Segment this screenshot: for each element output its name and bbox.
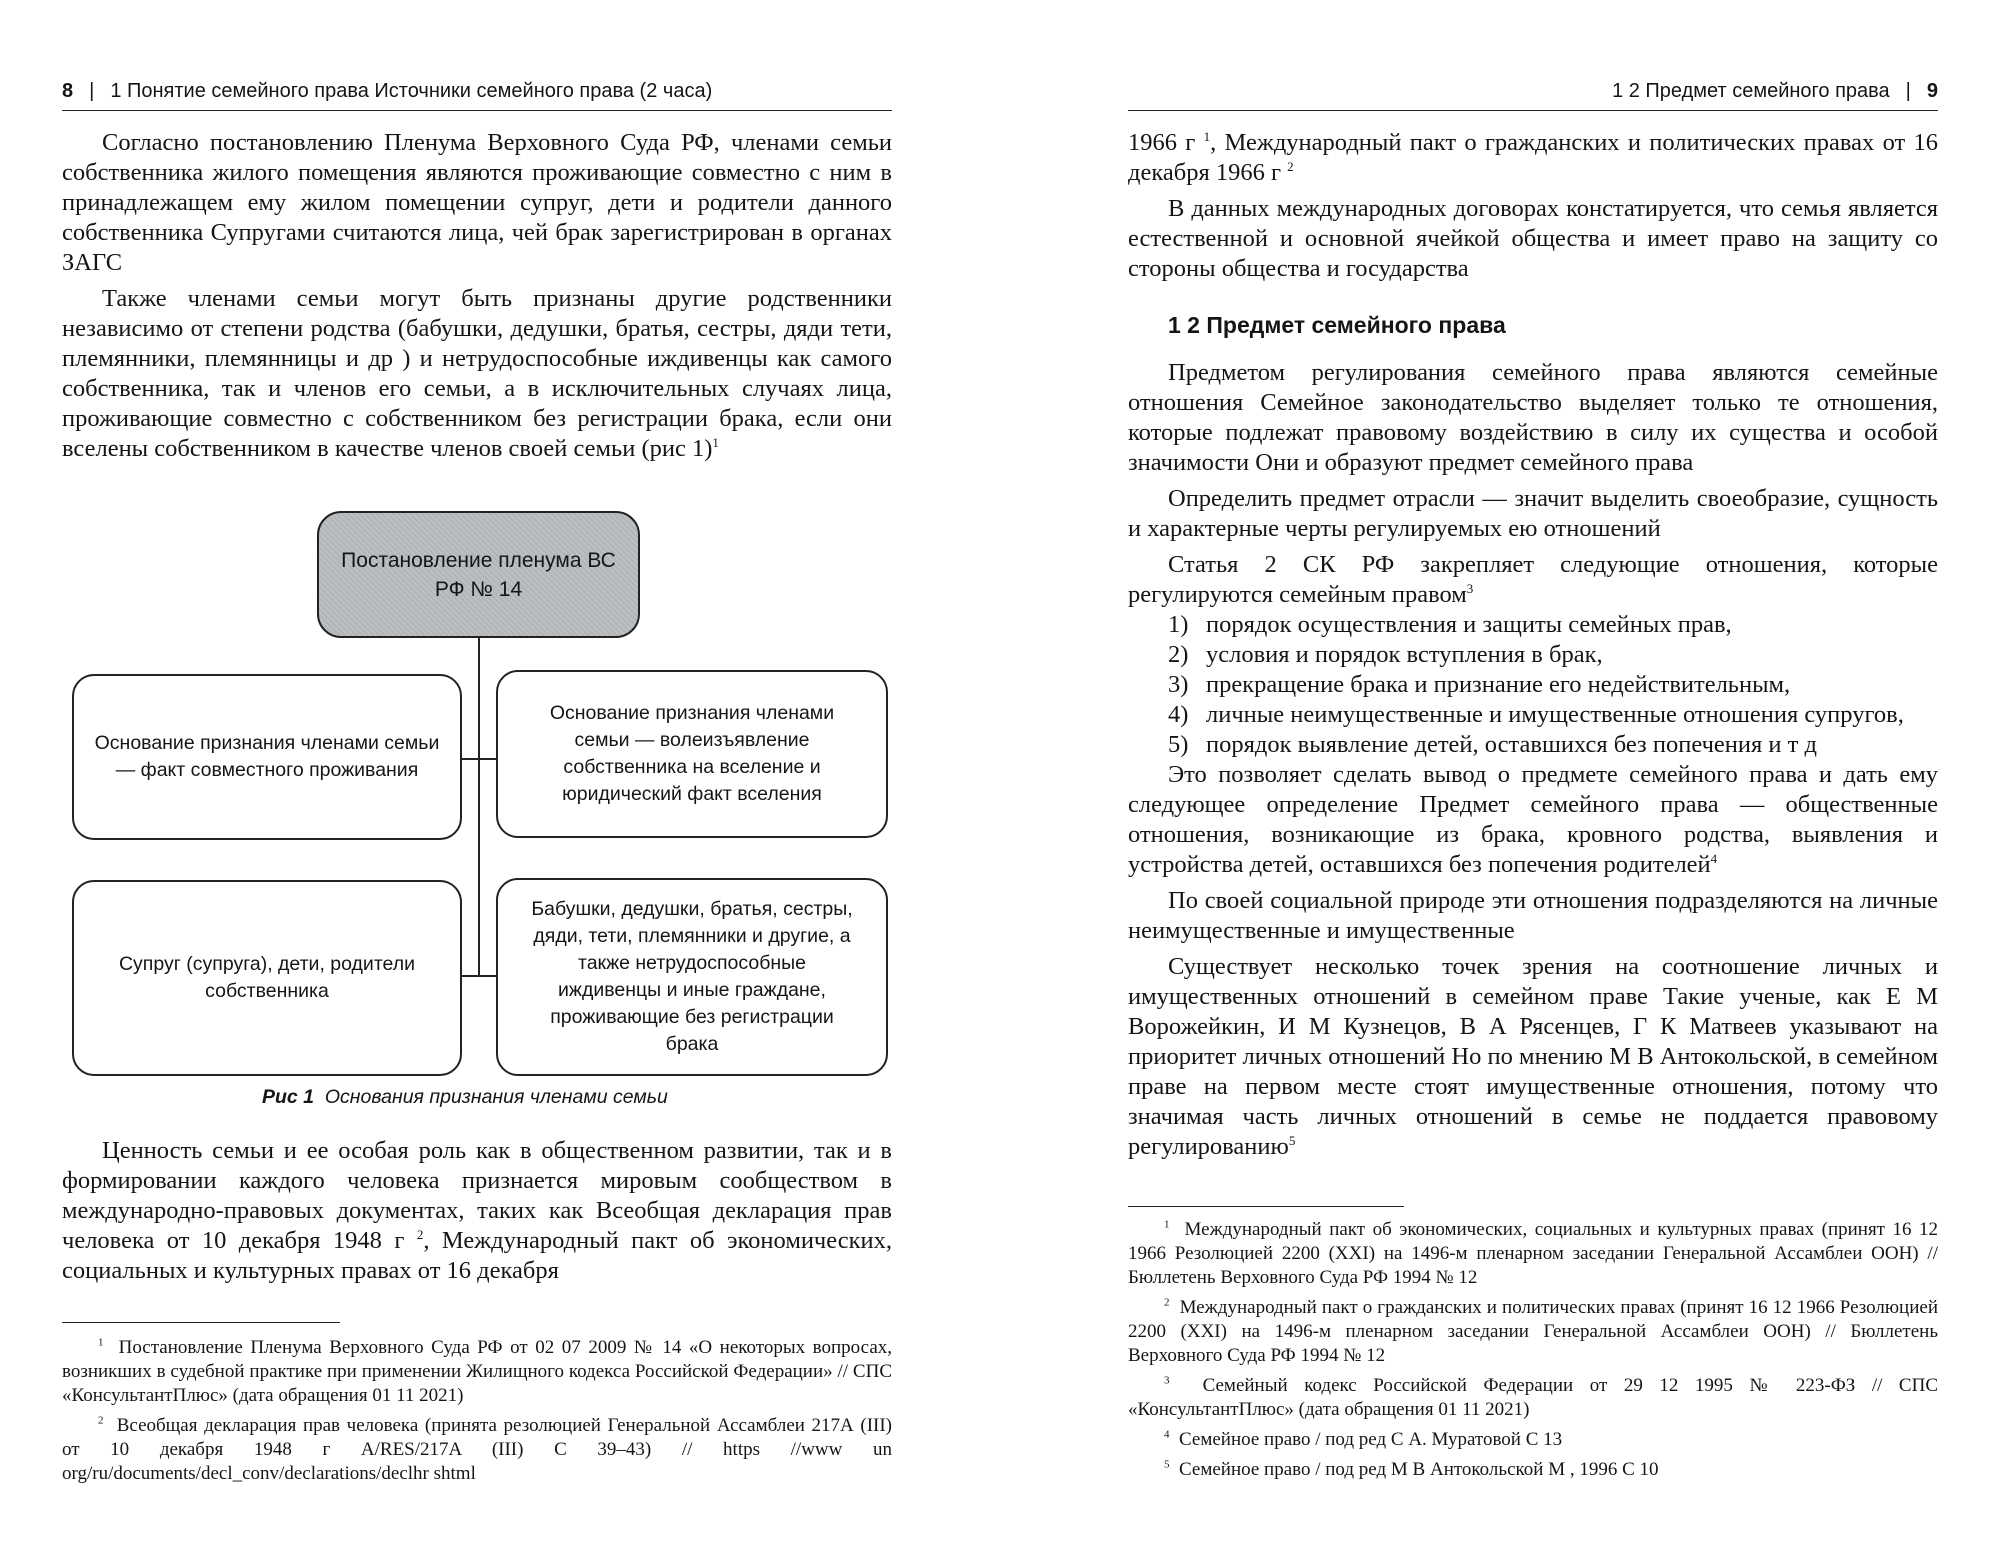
footnote-rule	[62, 1322, 340, 1323]
paragraph: По своей социальной природе эти отношения подразделяются на личные неимущественные и имущественные	[1128, 887, 1938, 944]
list-item: 1) порядок осуществления и защиты семейных прав,	[1168, 611, 1732, 638]
paragraph: Существует несколько точек зрения на соотношение личных и имущественных отношений в семейном праве Такие ученые, как Е М Ворожейкин, И М Кузнецов, В А Рясенцев, Г К Матвеев указывают на приоритет личных отношений Но по мнению М В Антокольской, в семейном праве на первом месте стоят имущественные отношения, потому что значимая часть личных отношений в семье не поддается правовому регулированию$^5$	[1128, 953, 1938, 1160]
footnote-ref: 1	[712, 434, 719, 450]
running-header-left: 8 | 1 Понятие семейного права Источники семейного права (2 часа)	[62, 80, 713, 102]
body-text-top-right	[1128, 128, 1938, 284]
paragraph: Определить предмет отрасли — значит выделить своеобразие, сущность и характерные черты регулируемых ею отношений	[1128, 485, 1938, 542]
connector-top	[462, 758, 496, 760]
footnote-ref: 1	[1203, 128, 1211, 144]
footnote: $^2$ Всеобщая декларация прав человека (принята резолюцией Генеральной Ассамблеи 217А (III) от 10 декабря 1948 г A/RES/217A (III) С 39–43) // https //www un org/ru/documents/decl_conv/declarations/declhr shtml	[62, 1414, 893, 1484]
footnote: $^1$ Постановление Пленума Верховного Суда РФ от 02 07 2009 № 14 «О некоторых вопросах, возникших в судебной практике при применении Жилищного кодекса Российской Федерации» // СПС «КонсультантПлюс» (дата обращения 01 11 2021)	[62, 1336, 892, 1406]
paragraph: Статья 2 СК РФ закрепляет следующие отношения, которые регулируются семейным правом$^3$	[1128, 551, 1938, 608]
relations-list	[1128, 610, 1938, 760]
body-text-top-left	[62, 128, 892, 464]
connector-end	[478, 969, 480, 977]
right-page	[1000, 0, 2000, 1554]
body-text-main-right	[1128, 358, 1938, 1162]
footnote: $^2$ Международный пакт о гражданских и политических правах (принят 16 12 1966 Резолюцией 2200 (XXI) на 1496-м пленарном заседании Генеральной Ассамблеи ООН) // Бюллетень Верховного Суда РФ 1994 № 12	[1128, 1296, 1938, 1366]
footnote-ref: 2	[416, 1226, 424, 1242]
figure-box-right-bottom: Бабушки, дедушки, братья, сестры, дяди, тети, племянники и другие, а также нетрудоспособные иждивенцы и иные граждане, проживающие без регистрации брака	[496, 878, 888, 1076]
body-text-bottom-left	[62, 1136, 892, 1286]
footnote-ref: 4	[1710, 850, 1718, 866]
figure-box-right-top: Основание признания членами семьи — волеизъявление собственника на вселение и юридический факт вселения	[496, 670, 888, 838]
footnote-rule	[1128, 1206, 1404, 1207]
footnote-ref: 3	[1466, 580, 1474, 596]
section-heading: 1 2 Предмет семейного права	[1168, 312, 1506, 338]
paragraph: 1966 г $^1$, Международный пакт о гражданских и политических правах от 16 декабря 1966 г $^2$	[1128, 128, 1938, 186]
paragraph: Это позволяет сделать вывод о предмете семейного права и дать ему следующее определение Предмет семейного права — общественные отношения, возникающие из брака, кровного родства, выявления и устройства детей, оставшихся без попечения родителей$^4$	[1128, 761, 1938, 878]
list-item: 2) условия и порядок вступления в брак,	[1168, 641, 1603, 668]
page-number: 9	[1926, 80, 1938, 102]
figure-box-left-bottom: Супруг (супруга), дети, родители собственника	[72, 880, 462, 1076]
page-number: 8	[62, 80, 74, 102]
footnote-ref: 2	[1287, 158, 1294, 174]
list-item: 5) порядок выявление детей, оставшихся без попечения и т д	[1168, 731, 1817, 758]
footnotes-right	[1128, 1218, 1938, 1488]
header-rule	[1128, 110, 1938, 111]
figure-box-left-top: Основание признания членами семьи — факт совместного проживания	[72, 674, 462, 840]
running-header-right: 1 2 Предмет семейного права | 9	[1612, 80, 1938, 102]
footnotes-left	[62, 1336, 892, 1492]
paragraph: Ценность семьи и ее особая роль как в общественном развитии, так и в формировании каждого человека признается мировым сообществом в международно-правовых документах, таких как Всеобщая декларация прав человека от 10 декабря 1948 г $^2$, Международный пакт об экономических, социальных и культурных правах от 16 декабря	[62, 1137, 893, 1284]
chapter-title: 1 Понятие семейного права Источники семейного права (2 часа)	[110, 80, 713, 102]
footnote: $^1$ Международный пакт об экономических, социальных и культурных правах (принят 16 12 1966 Резолюцией 2200 (XXI) на 1496-м пленарном заседании Генеральной Ассамблеи ООН) // Бюллетень Верховного Суда РФ 1994 № 12	[1128, 1218, 1938, 1288]
paragraph: Также членами семьи могут быть признаны другие родственники независимо от степени родства (бабушки, дедушки, братья, сестры, дяди тети, племянники, племянницы и др ) и нетрудоспособные иждивенцы как самого собственника, так и членов его семьи, а в исключительных случаях лица, проживающие совместно с собственником без регистрации брака, если они вселены собственником в качестве членов своей семьи (рис 1)$^1$	[62, 285, 892, 462]
paragraph: В данных международных договорах констатируется, что семья является естественной и основной ячейкой общества и имеет право на защиту со стороны общества и государства	[1128, 195, 1938, 282]
header-rule	[62, 110, 892, 111]
paragraph: Предметом регулирования семейного права являются семейные отношения Семейное законодательство выделяет только те отношения, которые подлежат правовому воздействию в силу их существа и особой значимости Они и образуют предмет семейного права	[1128, 359, 1938, 476]
footnote: $^4$ Семейное право / под ред С А. Муратовой С 13	[1164, 1428, 1563, 1450]
figure-caption: Рис 1 Основания признания членами семьи	[262, 1086, 668, 1108]
list-item: 3) прекращение брака и признание его недействительным,	[1168, 671, 1791, 698]
list-item: 4) личные неимущественные и имущественные отношения супругов,	[1168, 701, 1904, 728]
figure-head-box: Постановление пленума ВС РФ № 14	[317, 511, 640, 638]
paragraph: Согласно постановлению Пленума Верховного Суда РФ, членами семьи собственника жилого помещения являются проживающие совместно с ним в принадлежащем ему жилом помещении супруг, дети и родители данного собственника Супругами считаются лица, чей брак зарегистрирован в органах ЗАГС	[62, 129, 892, 276]
footnote: $^5$ Семейное право / под ред М В Антокольской М , 1996 С 10	[1164, 1458, 1659, 1480]
footnote-ref: 5	[1288, 1132, 1296, 1148]
connector-trunk	[478, 636, 480, 969]
footnote: $^3$ Семейный кодекс Российской Федерации от 29 12 1995 № 223-ФЗ // СПС «КонсультантПлюс» (дата обращения 01 11 2021)	[1128, 1374, 1938, 1420]
section-title: 1 2 Предмет семейного права	[1612, 80, 1890, 102]
